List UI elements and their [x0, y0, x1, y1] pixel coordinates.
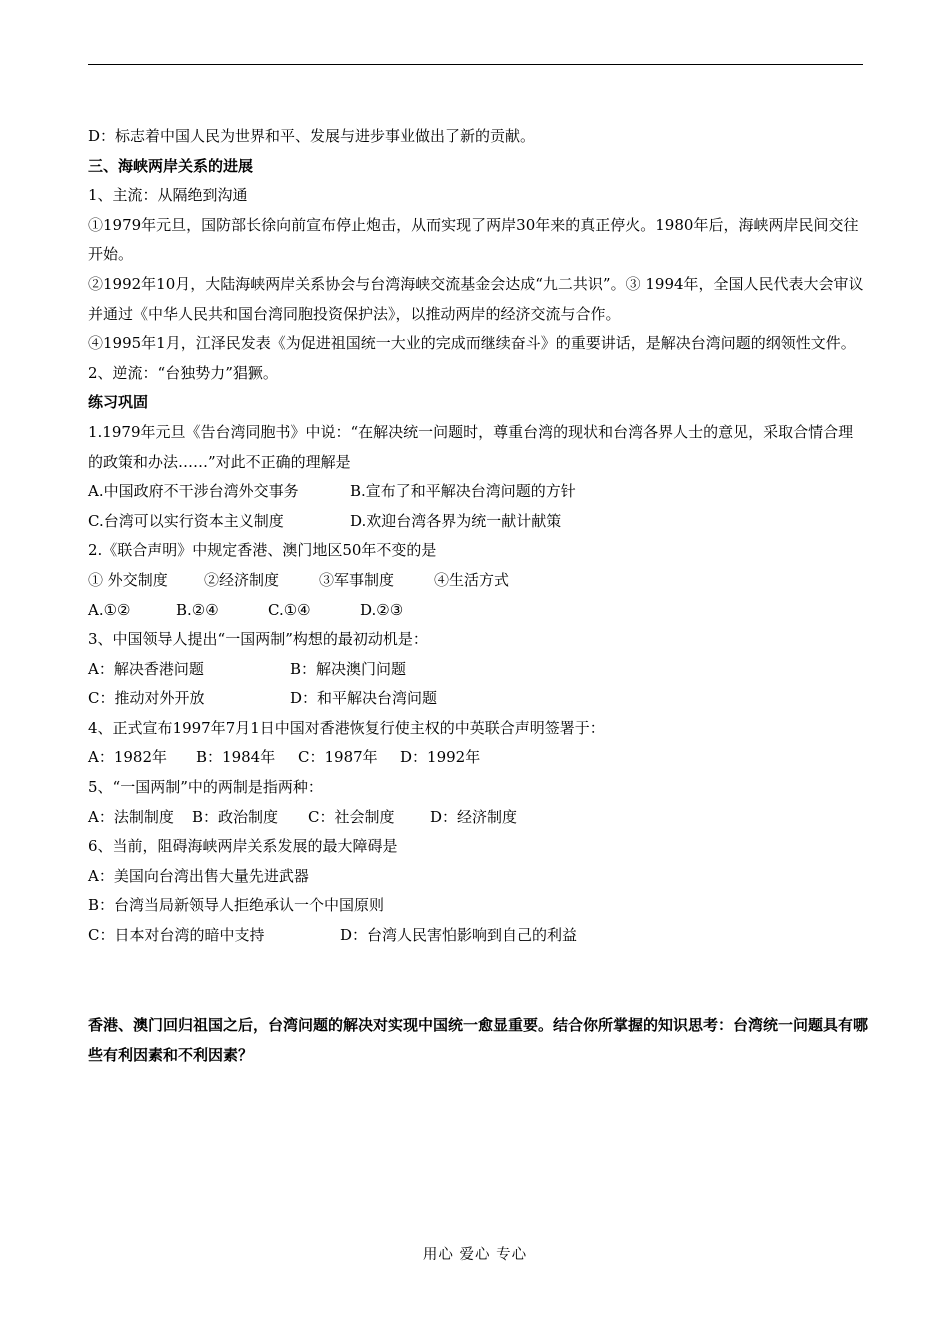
option: A.中国政府不干涉台湾外交事务 [88, 482, 299, 501]
option: B.②④ [176, 600, 219, 619]
paragraph-1979: ①1979年元旦，国防部长徐向前宣布停止炮击，从而实现了两岸30年来的真正停火。1980年后，海峡两岸民间交往开始。 [88, 215, 859, 264]
question-5: 5、“一国两制”中的两制是指两种： [88, 778, 323, 797]
discussion-question: 香港、澳门回归祖国之后，台湾问题的解决对实现中国统一愈显重要。结合你所掌握的知识思考：台湾统一问题具有哪些有利因素和不利因素？ [88, 1016, 869, 1064]
item: ③军事制度 [319, 570, 395, 589]
option: B：台湾当局新领导人拒绝承认一个中国原则 [88, 896, 385, 915]
option: C：日本对台湾的暗中支持 [88, 926, 265, 945]
option: B.宣布了和平解决台湾问题的方针 [350, 482, 576, 501]
question-6: 6、当前，阻碍海峡两岸关系发展的最大障碍是 [88, 837, 398, 856]
paragraph-1992: ②1992年10月，大陆海峡两岸关系协会与台湾海峡交流基金会达成“九二共识”。③ 1994年，全国人民代表大会审议并通过《中华人民共和国台湾同胞投资保护法》，以推动两岸的经济交流与合作。 [88, 274, 864, 323]
option: B：解决澳门问题 [290, 659, 407, 678]
option: A：美国向台湾出售大量先进武器 [88, 866, 309, 885]
option-d-line: D：标志着中国人民为世界和平、发展与进步事业做出了新的贡献。 [88, 127, 536, 145]
option: C.台湾可以实行资本主义制度 [88, 511, 284, 530]
option: C.①④ [268, 600, 311, 619]
question-3-options-cd [88, 684, 868, 714]
question-3-options-ab [88, 655, 868, 685]
mainstream-heading: 1、主流：从隔绝到沟通 [88, 186, 248, 205]
paragraph-1995: ④1995年1月，江泽民发表《为促进祖国统一大业的完成而继续奋斗》的重要讲话，是解决台湾问题的纲领性文件。 [88, 334, 856, 353]
question-5-options [88, 803, 868, 833]
question-2: 2.《联合声明》中规定香港、澳门地区50年不变的是 [88, 541, 437, 560]
item: ① 外交制度 [88, 570, 168, 589]
option: D：1992年 [400, 748, 481, 767]
option: D.欢迎台湾各界为统一献计献策 [350, 511, 562, 530]
option: B：1984年 [196, 748, 276, 767]
counter-current-heading: 2、逆流：“台独势力”猖獗。 [88, 363, 278, 382]
option: D：台湾人民害怕影响到自己的利益 [340, 926, 578, 945]
option: C：社会制度 [308, 807, 395, 826]
option: C：1987年 [298, 748, 378, 767]
question-1: 1.1979年元旦《告台湾同胞书》中说：“在解决统一问题时，尊重台湾的现状和台湾各界人士的意见，采取合情合理的政策和办法……”对此不正确的理解是 [88, 422, 854, 471]
question-4: 4、正式宣布1997年7月1日中国对香港恢复行使主权的中英联合声明签署于： [88, 718, 605, 737]
option: D.②③ [360, 600, 404, 619]
option: A.①② [88, 600, 131, 619]
question-2-items [88, 566, 868, 596]
option: D：和平解决台湾问题 [290, 689, 438, 708]
question-4-options [88, 743, 868, 773]
option: D：经济制度 [430, 807, 518, 826]
option: A：法制制度 [88, 807, 174, 826]
page-footer: 用心 爱心 专心 [422, 1247, 528, 1263]
question-1-options-ab [88, 477, 868, 507]
section-title: 三、海峡两岸关系的进展 [88, 156, 254, 175]
question-2-options [88, 596, 868, 626]
item: ④生活方式 [434, 570, 510, 589]
question-3: 3、中国领导人提出“一国两制”构想的最初动机是： [88, 630, 428, 649]
item: ②经济制度 [204, 570, 280, 589]
question-1-options-cd [88, 507, 868, 537]
header-rule [88, 64, 863, 65]
option: A：解决香港问题 [88, 659, 204, 678]
option: C：推动对外开放 [88, 689, 205, 708]
option: A：1982年 [88, 748, 168, 767]
question-6-options-cd [88, 921, 868, 951]
practice-title: 练习巩固 [88, 393, 149, 412]
option: B：政治制度 [192, 807, 279, 826]
document-body [88, 122, 868, 951]
